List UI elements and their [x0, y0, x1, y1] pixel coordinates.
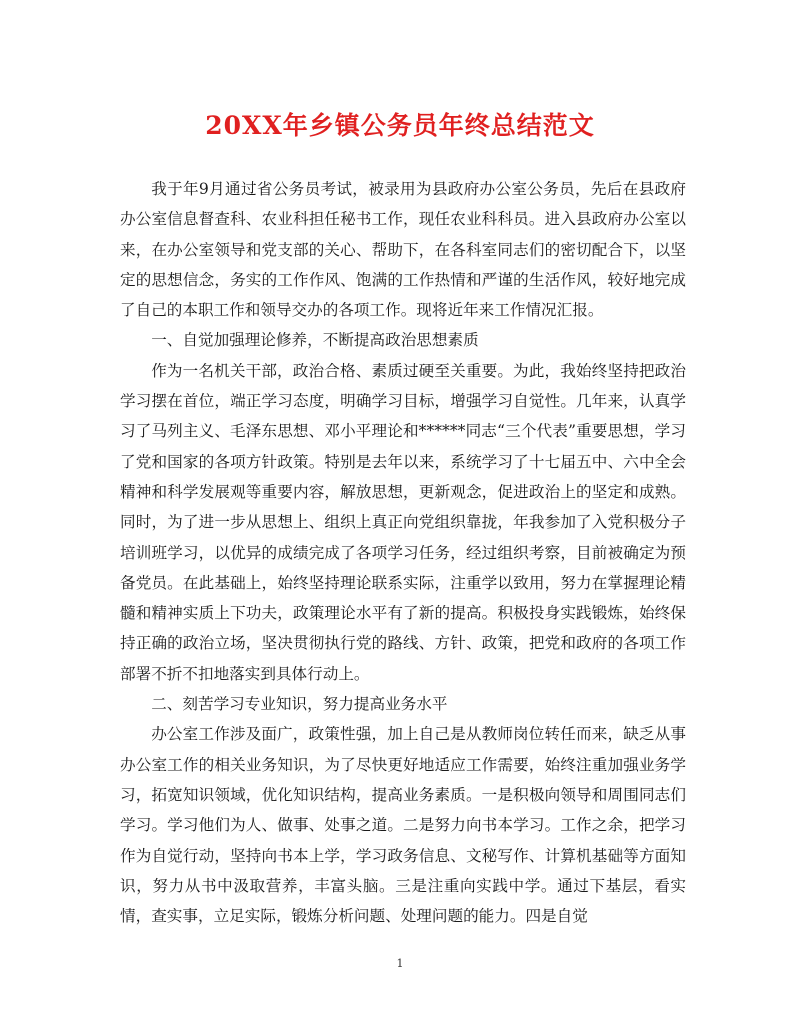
section-1-paragraph: 作为一名机关干部，政治合格、素质过硬至关重要。为此，我始终坚持把政治学习摆在首位，端正学习态度，明确学习目标，增强学习自觉性。几年来，认真学习了马列主义、毛泽东思想、邓小平理论和******同志“三个代表”重要思想，学习了党和国家的各项方针政策。特别是去年以来，系统学习了十七届五中、六中全会精神和科学发展观等重要内容，解放思想，更新观念，促进政治上的坚定和成熟。同时，为了进一步从思想上、组织上真正向党组织靠拢，年我参加了入党积极分子培训班学习，以优异的成绩完成了各项学习任务，经过组织考察，目前被确定为预备党员。在此基础上，始终坚持理论联系实际，注重学以致用，努力在掌握理论精髓和精神实质上下功夫，政策理论水平有了新的提高。积极投身实践锻炼，始终保持正确的政治立场，坚决贯彻执行党的路线、方针、政策，把党和政府的各项工作部署不折不扣地落实到具体行动上。: [120, 361, 686, 683]
page-number: 1: [396, 957, 404, 970]
document-body: [120, 174, 686, 931]
section-2-paragraph: 办公室工作涉及面广，政策性强，加上自己是从教师岗位转任而来，缺乏从事办公室工作的相关业务知识，为了尽快更好地适应工作需要，始终注重加强业务学习，拓宽知识领域，优化知识结构，提高业务素质。一是积极向领导和周围同志们学习。学习他们为人、做事、处事之道。二是努力向书本学习。工作之余，把学习作为自觉行动，坚持向书本上学，学习政务信息、文秘写作、计算机基础等方面知识，努力从书中汲取营养，丰富头脑。三是注重向实践中学。通过下基层，看实情，查实事，立足实际，锻炼分析问题、处理问题的能力。四是自觉: [120, 725, 686, 926]
document-title: 20XX年乡镇公务员年终总结范文: [205, 111, 595, 140]
section-heading-2: 二、刻苦学习专业知识，努力提高业务水平: [151, 695, 448, 714]
section-heading-1: 一、自觉加强理论修养，不断提高政治思想素质: [151, 331, 479, 350]
intro-paragraph: 我于年9月通过省公务员考试，被录用为县政府办公室公务员，先后在县政府办公室信息督查科、农业科担任秘书工作，现任农业科科员。进入县政府办公室以来，在办公室领导和党支部的关心、帮助下，在各科室同志们的密切配合下，以坚定的思想信念，务实的工作作风、饱满的工作热情和严谨的生活作风，较好地完成了自己的本职工作和领导交办的各项工作。现将近年来工作情况汇报。: [120, 180, 686, 320]
